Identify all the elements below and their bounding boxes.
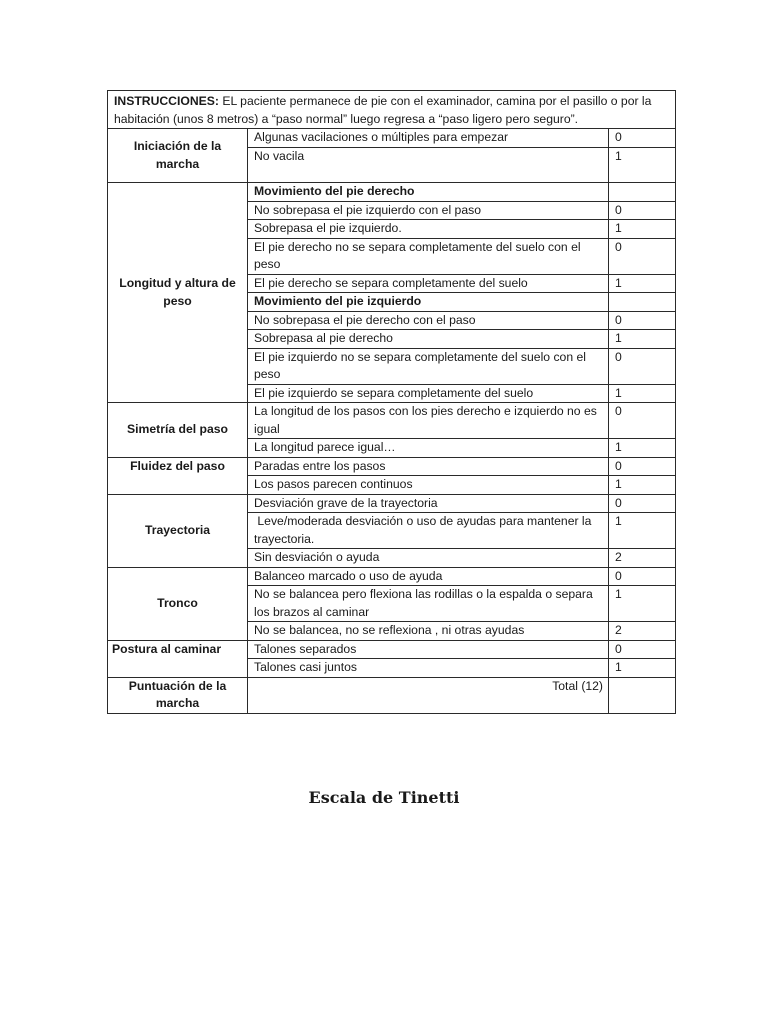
item-text: Los pasos parecen continuos bbox=[248, 476, 609, 495]
score-spacer bbox=[609, 165, 676, 183]
item-score: 1 bbox=[609, 147, 676, 165]
item-score: 1 bbox=[609, 476, 676, 495]
item-score: 0 bbox=[609, 311, 676, 330]
category-longitud: Longitud y altura de peso bbox=[108, 183, 248, 403]
table-row bbox=[108, 567, 676, 586]
item-score: 0 bbox=[609, 640, 676, 659]
item-score: 0 bbox=[609, 403, 676, 439]
item-text: La longitud parece igual… bbox=[248, 439, 609, 458]
item-score: 0 bbox=[609, 494, 676, 513]
table-row bbox=[108, 640, 676, 659]
instructions-text: EL paciente permanece de pie con el examinador, camina por el pasillo o por la habitación (unos 8 metros) a “paso normal” luego regresa a “paso ligero pero seguro”. bbox=[114, 94, 652, 126]
item-text: El pie izquierdo no se separa completamente del suelo con el peso bbox=[248, 348, 609, 384]
item-text: Sin desviación o ayuda bbox=[248, 549, 609, 568]
item-text: Talones casi juntos bbox=[248, 659, 609, 678]
item-score-empty bbox=[609, 183, 676, 202]
instructions-label: INSTRUCCIONES: bbox=[114, 94, 219, 108]
item-text: No se balancea, no se reflexiona , ni otras ayudas bbox=[248, 622, 609, 641]
item-score: 0 bbox=[609, 238, 676, 274]
item-text: Paradas entre los pasos bbox=[248, 457, 609, 476]
category-fluidez: Fluidez del paso bbox=[108, 457, 248, 494]
category-postura: Postura al caminar bbox=[108, 640, 248, 677]
page-title: Escala de Tinetti bbox=[308, 788, 460, 807]
item-score: 0 bbox=[609, 201, 676, 220]
item-text: No sobrepasa el pie izquierdo con el paso bbox=[248, 201, 609, 220]
item-score-empty bbox=[609, 293, 676, 312]
total-label: Total (12) bbox=[248, 677, 609, 713]
item-score: 0 bbox=[609, 129, 676, 148]
item-score: 0 bbox=[609, 457, 676, 476]
item-text: Sobrepasa el pie izquierdo. bbox=[248, 220, 609, 239]
item-text: La longitud de los pasos con los pies derecho e izquierdo no es igual bbox=[248, 403, 609, 439]
item-score: 1 bbox=[609, 659, 676, 678]
item-text: No se balancea pero flexiona las rodillas o la espalda o separa los brazos al caminar bbox=[248, 586, 609, 622]
table-row bbox=[108, 457, 676, 476]
category-tronco: Tronco bbox=[108, 567, 248, 640]
item-text: Balanceo marcado o uso de ayuda bbox=[248, 567, 609, 586]
item-text: Sobrepasa al pie derecho bbox=[248, 330, 609, 349]
item-text: No sobrepasa el pie derecho con el paso bbox=[248, 311, 609, 330]
total-value bbox=[609, 677, 676, 713]
item-score: 1 bbox=[609, 586, 676, 622]
item-score: 1 bbox=[609, 220, 676, 239]
subheading-pie-izquierdo: Movimiento del pie izquierdo bbox=[248, 293, 609, 312]
table-row bbox=[108, 403, 676, 439]
item-text: El pie derecho no se separa completamente del suelo con el peso bbox=[248, 238, 609, 274]
item-text: Leve/moderada desviación o uso de ayudas para mantener la trayectoria. bbox=[248, 513, 609, 549]
item-text: Desviación grave de la trayectoria bbox=[248, 494, 609, 513]
table-row bbox=[108, 129, 676, 148]
table-row-total bbox=[108, 677, 676, 713]
item-score: 0 bbox=[609, 348, 676, 384]
category-simetria: Simetría del paso bbox=[108, 403, 248, 458]
item-text: No vacila bbox=[248, 147, 609, 165]
table-row bbox=[108, 183, 676, 202]
item-spacer bbox=[248, 165, 609, 183]
item-score: 2 bbox=[609, 622, 676, 641]
item-text: El pie izquierdo se separa completamente del suelo bbox=[248, 384, 609, 403]
item-text: Algunas vacilaciones o múltiples para empezar bbox=[248, 129, 609, 148]
item-score: 0 bbox=[609, 567, 676, 586]
instructions-row bbox=[108, 91, 676, 129]
subheading-pie-derecho: Movimiento del pie derecho bbox=[248, 183, 609, 202]
tinetti-gait-table bbox=[107, 90, 676, 714]
table-row bbox=[108, 494, 676, 513]
item-score: 1 bbox=[609, 384, 676, 403]
item-score: 1 bbox=[609, 274, 676, 293]
category-trayectoria: Trayectoria bbox=[108, 494, 248, 567]
item-score: 1 bbox=[609, 439, 676, 458]
item-score: 2 bbox=[609, 549, 676, 568]
item-text: El pie derecho se separa completamente del suelo bbox=[248, 274, 609, 293]
category-iniciacion: Iniciación de la marcha bbox=[108, 129, 248, 183]
item-score: 1 bbox=[609, 513, 676, 549]
item-text: Talones separados bbox=[248, 640, 609, 659]
category-puntuacion: Puntuación de la marcha bbox=[108, 677, 248, 713]
item-score: 1 bbox=[609, 330, 676, 349]
instructions-cell bbox=[108, 91, 676, 129]
